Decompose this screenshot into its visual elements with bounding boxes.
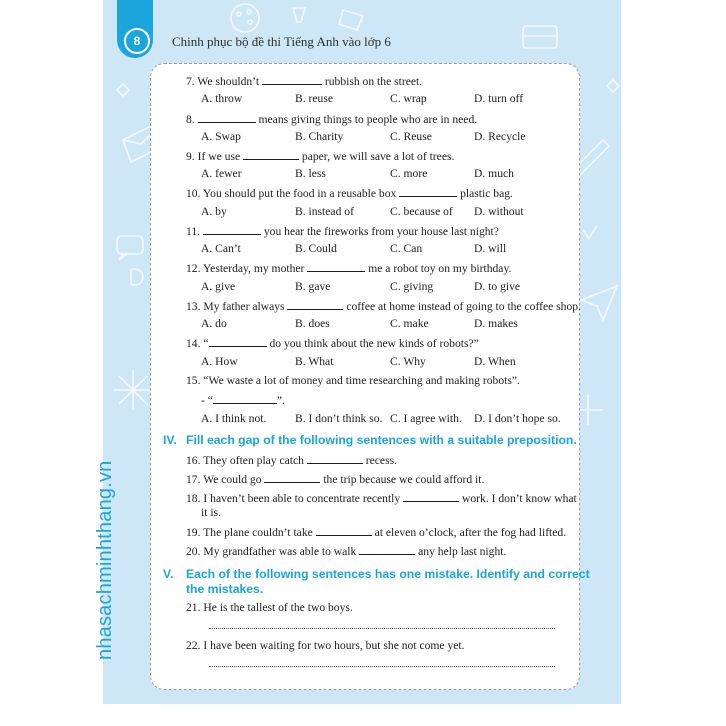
- option: A. throw: [201, 92, 243, 105]
- option: B. Could: [295, 242, 337, 255]
- publisher-watermark: nhasachminhthang.vn: [94, 460, 116, 660]
- option: D. When: [474, 355, 516, 368]
- answer-blank[interactable]: [264, 472, 320, 483]
- answer-blank[interactable]: [403, 491, 459, 502]
- option: A. by: [201, 205, 227, 218]
- question-14: 14. “ do you think about the new kinds of robots?”: [186, 337, 479, 350]
- option: D. Recycle: [474, 130, 526, 143]
- option: B. less: [295, 167, 326, 180]
- question-13: 13. My father always coffee at home instead of going to the coffee shop.: [186, 300, 581, 313]
- question-9: 9. If we use paper, we will save a lot of trees.: [186, 150, 455, 163]
- section-iv-title: Fill each gap of the following sentences with a suitable preposition.: [186, 433, 577, 447]
- answer-blank[interactable]: [198, 112, 256, 123]
- question-18: 18. I haven’t been able to concentrate recently work. I don’t know what: [186, 492, 577, 505]
- option: C. Reuse: [390, 130, 432, 143]
- option: B. gave: [295, 280, 331, 293]
- answer-line-22[interactable]: [209, 666, 555, 667]
- question-20: 20. My grandfather was able to walk any help last night.: [186, 545, 507, 558]
- answer-blank[interactable]: [316, 525, 372, 536]
- option: C. more: [390, 167, 428, 180]
- option: A. Can’t: [201, 242, 241, 255]
- question-18-continued: it is.: [201, 506, 221, 519]
- option: D. without: [474, 205, 524, 218]
- option: A. do: [201, 317, 227, 330]
- option: C. giving: [390, 280, 434, 293]
- option: D. much: [474, 167, 514, 180]
- option: C. Why: [390, 355, 426, 368]
- page-number: 8: [124, 28, 150, 54]
- option: C. wrap: [390, 92, 427, 105]
- option: B. What: [295, 355, 334, 368]
- answer-line-21[interactable]: [209, 628, 555, 629]
- option: D. I don’t hope so.: [474, 412, 561, 425]
- question-16: 16. They often play catch recess.: [186, 454, 398, 467]
- answer-blank[interactable]: [307, 261, 365, 272]
- answer-blank[interactable]: [209, 336, 267, 347]
- question-10: 10. You should put the food in a reusable box plastic bag.: [186, 187, 513, 200]
- option: A. Swap: [201, 130, 241, 143]
- question-11: 11. you hear the fireworks from your house last night?: [186, 225, 499, 238]
- option: C. make: [390, 317, 429, 330]
- option: D. turn off: [474, 92, 524, 105]
- option: C. because of: [390, 205, 453, 218]
- option: D. will: [474, 242, 507, 255]
- answer-blank[interactable]: [399, 186, 457, 197]
- answer-blank[interactable]: [262, 74, 322, 85]
- section-v-label: V.: [163, 567, 174, 581]
- section-iv-label: IV.: [163, 433, 177, 447]
- option: C. I agree with.: [390, 412, 462, 425]
- answer-blank[interactable]: [203, 224, 261, 235]
- question-21: 21. He is the tallest of the two boys.: [186, 601, 353, 614]
- option: D. makes: [474, 317, 518, 330]
- answer-blank[interactable]: [307, 453, 363, 464]
- question-8: 8. means giving things to people who are in need.: [186, 113, 478, 126]
- option: B. I don’t think so.: [295, 412, 383, 425]
- answer-blank[interactable]: [243, 149, 299, 160]
- option: A. I think not.: [201, 412, 267, 425]
- book-title: Chinh phục bộ đề thi Tiếng Anh vào lớp 6: [172, 34, 391, 49]
- question-7: 7. We shouldn’t rubbish on the street.: [186, 75, 423, 88]
- question-15-reply: - “ ”.: [201, 394, 285, 407]
- option: B. instead of: [295, 205, 354, 218]
- section-v-title: Each of the following sentences has one mistake. Identify and correct: [186, 567, 590, 581]
- question-19: 19. The plane couldn’t take at eleven o’clock, after the fog had lifted.: [186, 526, 567, 539]
- question-22: 22. I have been waiting for two hours, but she not come yet.: [186, 639, 465, 652]
- option: C. Can: [390, 242, 423, 255]
- option: D. to give: [474, 280, 521, 293]
- answer-blank[interactable]: [287, 299, 343, 310]
- section-v-title-line2: the mistakes.: [186, 582, 264, 596]
- option: A. give: [201, 280, 236, 293]
- question-17: 17. We could go the trip because we could afford it.: [186, 473, 485, 486]
- option: A. fewer: [201, 167, 242, 180]
- option: B. Charity: [295, 130, 344, 143]
- question-12: 12. Yesterday, my mother me a robot toy on my birthday.: [186, 262, 512, 275]
- option: B. reuse: [295, 92, 333, 105]
- question-15: 15. “We waste a lot of money and time researching and making robots”.: [186, 374, 520, 387]
- option: B. does: [295, 317, 330, 330]
- answer-blank[interactable]: [359, 544, 415, 555]
- option: A. How: [201, 355, 238, 368]
- answer-blank[interactable]: [213, 393, 277, 404]
